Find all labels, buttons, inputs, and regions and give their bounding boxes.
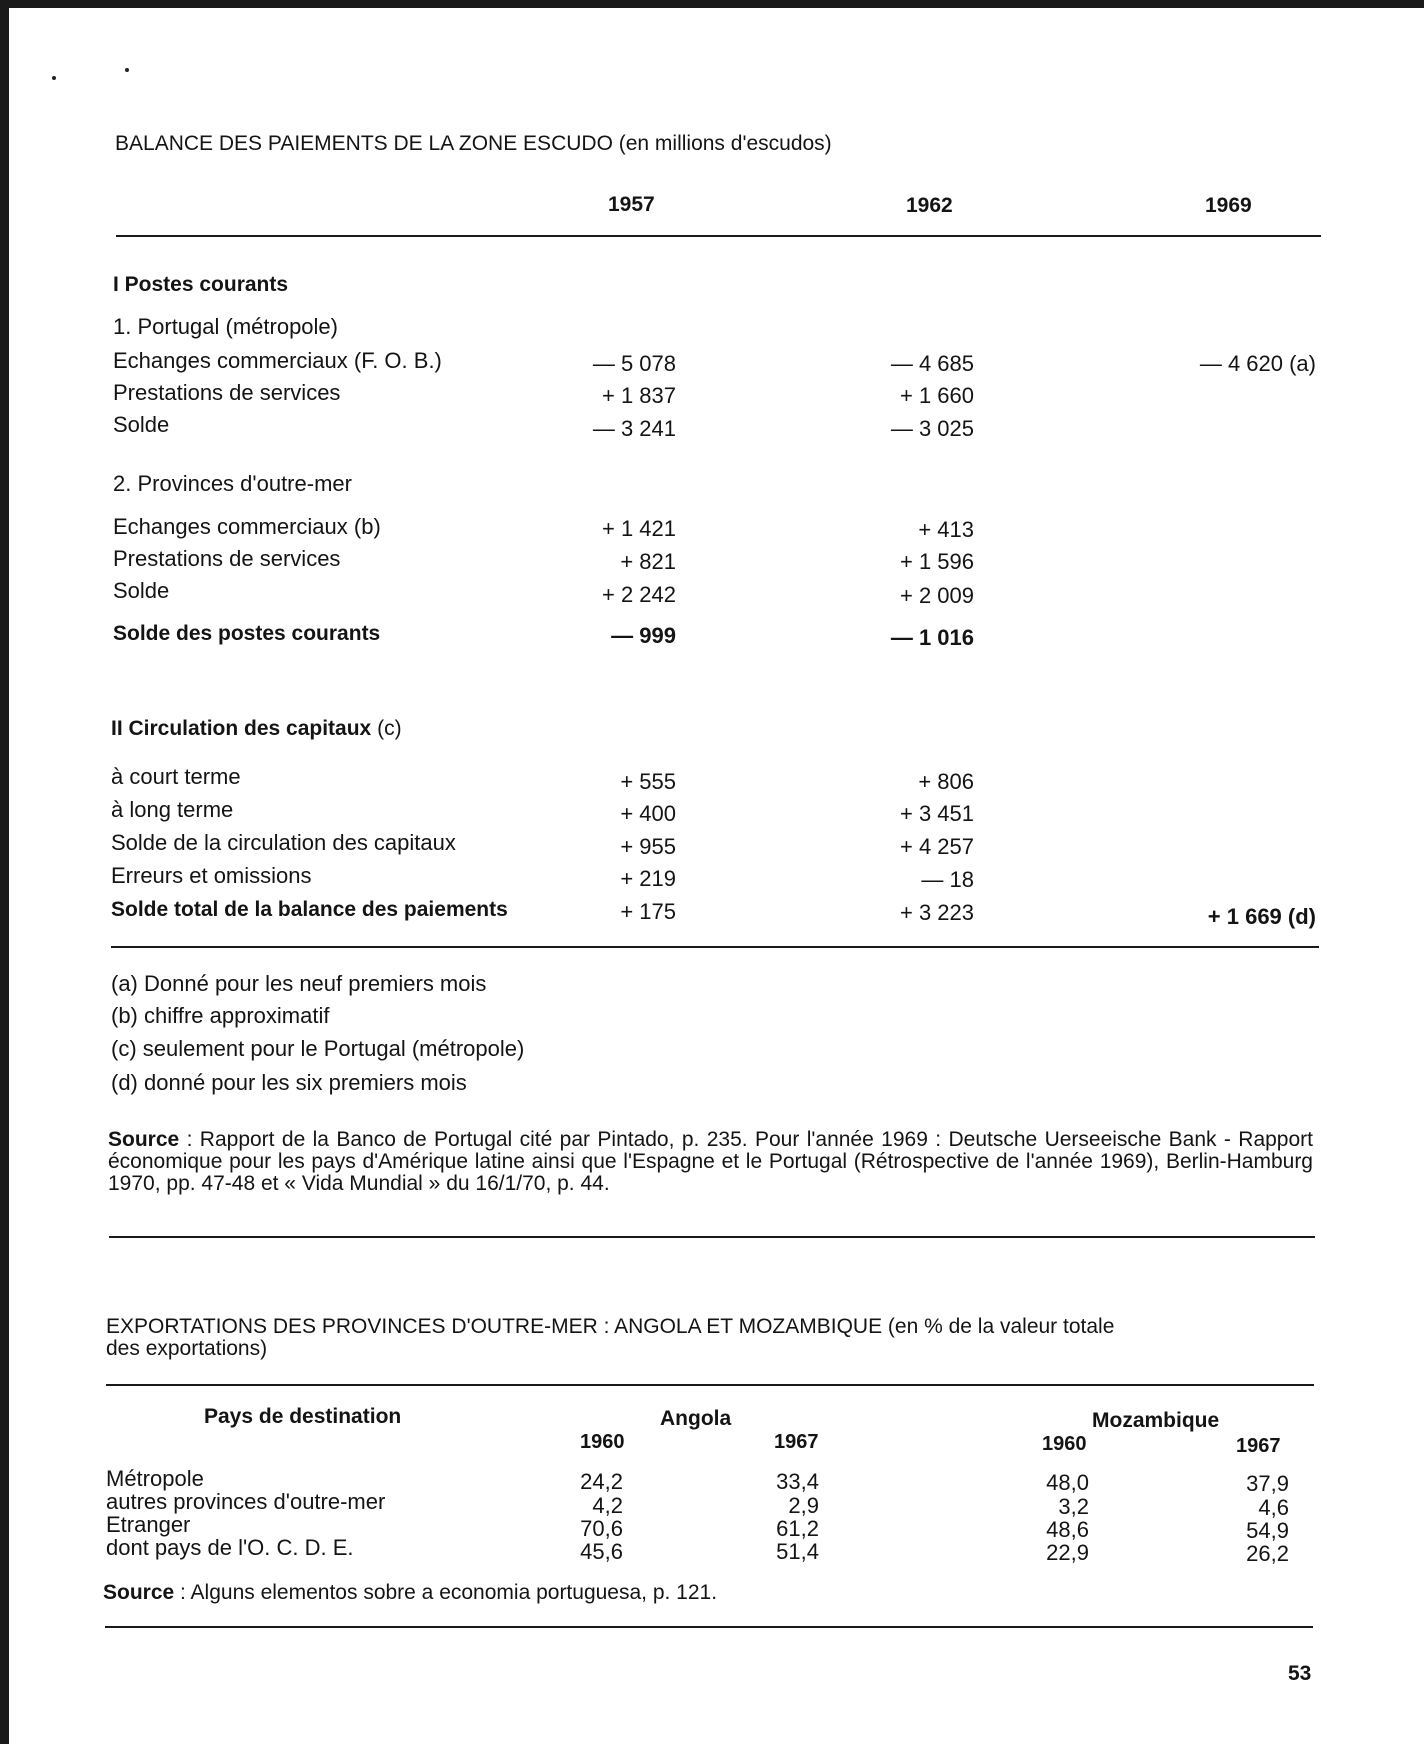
cell-1962: + 806 [918, 769, 974, 794]
table1-title: BALANCE DES PAIEMENTS DE LA ZONE ESCUDO (en millions d'escudos) [115, 132, 832, 155]
col-year-moz-1960: 1960 [1042, 1433, 1087, 1455]
row-label: Solde [113, 578, 170, 603]
table2-row-label: Métropole [106, 1466, 204, 1491]
cell-1957: — 3 241 [592, 416, 676, 441]
table2-cell: 48,0 [1046, 1470, 1089, 1495]
row-label-solde-courants: Solde des postes courants [113, 622, 381, 645]
col-year-angola-1967: 1967 [774, 1431, 819, 1453]
source-label: Source [103, 1581, 175, 1604]
row-label: à long terme [111, 797, 234, 822]
cell-1957: + 1 837 [601, 383, 676, 408]
table2-cell: 24,2 [580, 1469, 623, 1494]
subsection-portugal: 1. Portugal (métropole) [113, 314, 338, 339]
table2-header-rule [106, 1384, 1314, 1386]
row-label: Erreurs et omissions [111, 863, 312, 888]
table2-cell: 51,4 [776, 1539, 819, 1564]
table2-cell: 4,2 [592, 1493, 623, 1518]
table2-cell: 33,4 [776, 1469, 819, 1494]
cell-1957: + 219 [620, 866, 676, 891]
table2-cell: 61,2 [776, 1516, 819, 1541]
table2-cell: 70,6 [580, 1516, 623, 1541]
cell-1957: + 555 [620, 769, 676, 794]
table2-cell: 54,9 [1246, 1518, 1289, 1543]
row-label: Prestations de services [113, 380, 341, 405]
table2-title-line2: des exportations) [106, 1337, 268, 1360]
cell-1957: + 175 [620, 899, 676, 924]
table1-source [108, 1129, 1313, 1195]
row-label: Prestations de services [113, 546, 341, 571]
table2-cell: 45,6 [580, 1539, 623, 1564]
cell-1957: + 2 242 [601, 582, 676, 607]
table2-source [103, 1580, 717, 1606]
table2-cell: 26,2 [1246, 1541, 1289, 1566]
page-number: 53 [1288, 1662, 1312, 1685]
cell-1962: — 4 685 [890, 351, 974, 376]
table2-row-label: Etranger [106, 1512, 191, 1537]
scan-speck [52, 76, 56, 80]
table2-cell: 4,6 [1258, 1495, 1289, 1520]
table1-year-1969: 1969 [1205, 194, 1252, 217]
source-text: : Alguns elementos sobre a economia portuguesa, p. 121. [174, 1581, 718, 1604]
table2-cell: 3,2 [1058, 1494, 1089, 1519]
col-header-destination: Pays de destination [204, 1405, 402, 1428]
scan-left-border [0, 0, 9, 1744]
table1-year-1962: 1962 [906, 194, 953, 217]
table1-year-1957: 1957 [608, 193, 655, 216]
footnote-a: (a) Donné pour les neuf premiers mois [111, 971, 487, 996]
cell-1962: — 1 016 [890, 625, 974, 650]
footnote-c: (c) seulement pour le Portugal (métropole) [111, 1036, 525, 1061]
table2-cell: 22,9 [1046, 1540, 1089, 1565]
source-label: Source [108, 1128, 180, 1151]
cell-1957: + 1 421 [601, 516, 676, 541]
cell-1969: — 4 620 (a) [1199, 351, 1316, 376]
col-year-angola-1960: 1960 [580, 1431, 625, 1453]
cell-1962: + 413 [918, 517, 974, 542]
cell-1957: + 821 [620, 549, 676, 574]
row-label: Solde [113, 412, 170, 437]
cell-1969: + 1 669 (d) [1207, 904, 1316, 929]
source-text: : Rapport de la Banco de Portugal cité par Pintado, p. 235. Pour l'année 1969 : Deutsche Uerseeische Bank - Rapport économique pour les pays d'Amérique latine ainsi que l'Espagne et le Portugal (Rétrospective de l'année 1969), Berlin-Hamburg 1970, pp. 47-48 et « Vida Mundial » du 16/1/70, p. 44. [108, 1128, 1313, 1195]
footnote-b: (b) chiffre approximatif [111, 1003, 330, 1028]
table2-cell: 2,9 [788, 1493, 819, 1518]
table1-bottom-rule [111, 946, 1319, 948]
cell-1957: — 5 078 [592, 351, 676, 376]
col-header-angola: Angola [660, 1407, 732, 1430]
cell-1962: — 3 025 [890, 416, 974, 441]
cell-1957: — 999 [611, 623, 676, 648]
section-postes-courants: I Postes courants [113, 273, 289, 296]
row-label: Echanges commerciaux (F. O. B.) [113, 348, 442, 373]
table2-row-label: dont pays de l'O. C. D. E. [106, 1535, 354, 1560]
scan-speck [125, 68, 129, 72]
table2-bottom-rule [105, 1626, 1313, 1628]
row-label: à court terme [111, 764, 241, 789]
cell-1962: + 3 223 [899, 900, 974, 925]
scan-top-border [0, 0, 1424, 8]
cell-1962: — 18 [921, 867, 974, 892]
row-label: Echanges commerciaux (b) [113, 514, 381, 539]
row-label-solde-total: Solde total de la balance des paiements [111, 898, 508, 921]
cell-1962: + 1 596 [899, 549, 974, 574]
col-year-moz-1967: 1967 [1236, 1435, 1281, 1457]
table1-header-rule [116, 235, 1321, 237]
section-circulation-label: II Circulation des capitaux [111, 717, 372, 740]
table2-title-line1: EXPORTATIONS DES PROVINCES D'OUTRE-MER : ANGOLA ET MOZAMBIQUE (en % de la valeur totale [106, 1315, 1115, 1338]
table2-cell: 48,6 [1046, 1517, 1089, 1542]
cell-1962: + 3 451 [899, 801, 974, 826]
table1-source-rule [109, 1236, 1315, 1238]
table2-row-label: autres provinces d'outre-mer [106, 1489, 386, 1514]
section-circulation-capitaux [111, 716, 402, 742]
row-label: Solde de la circulation des capitaux [111, 830, 456, 855]
cell-1962: + 2 009 [899, 583, 974, 608]
section-circulation-note: (c) [377, 717, 402, 740]
col-header-mozambique: Mozambique [1092, 1409, 1220, 1432]
subsection-provinces: 2. Provinces d'outre-mer [113, 471, 352, 496]
cell-1962: + 1 660 [899, 383, 974, 408]
cell-1962: + 4 257 [899, 834, 974, 859]
cell-1957: + 955 [620, 834, 676, 859]
cell-1957: + 400 [620, 801, 676, 826]
table2-cell: 37,9 [1246, 1471, 1289, 1496]
footnote-d: (d) donné pour les six premiers mois [111, 1070, 467, 1095]
